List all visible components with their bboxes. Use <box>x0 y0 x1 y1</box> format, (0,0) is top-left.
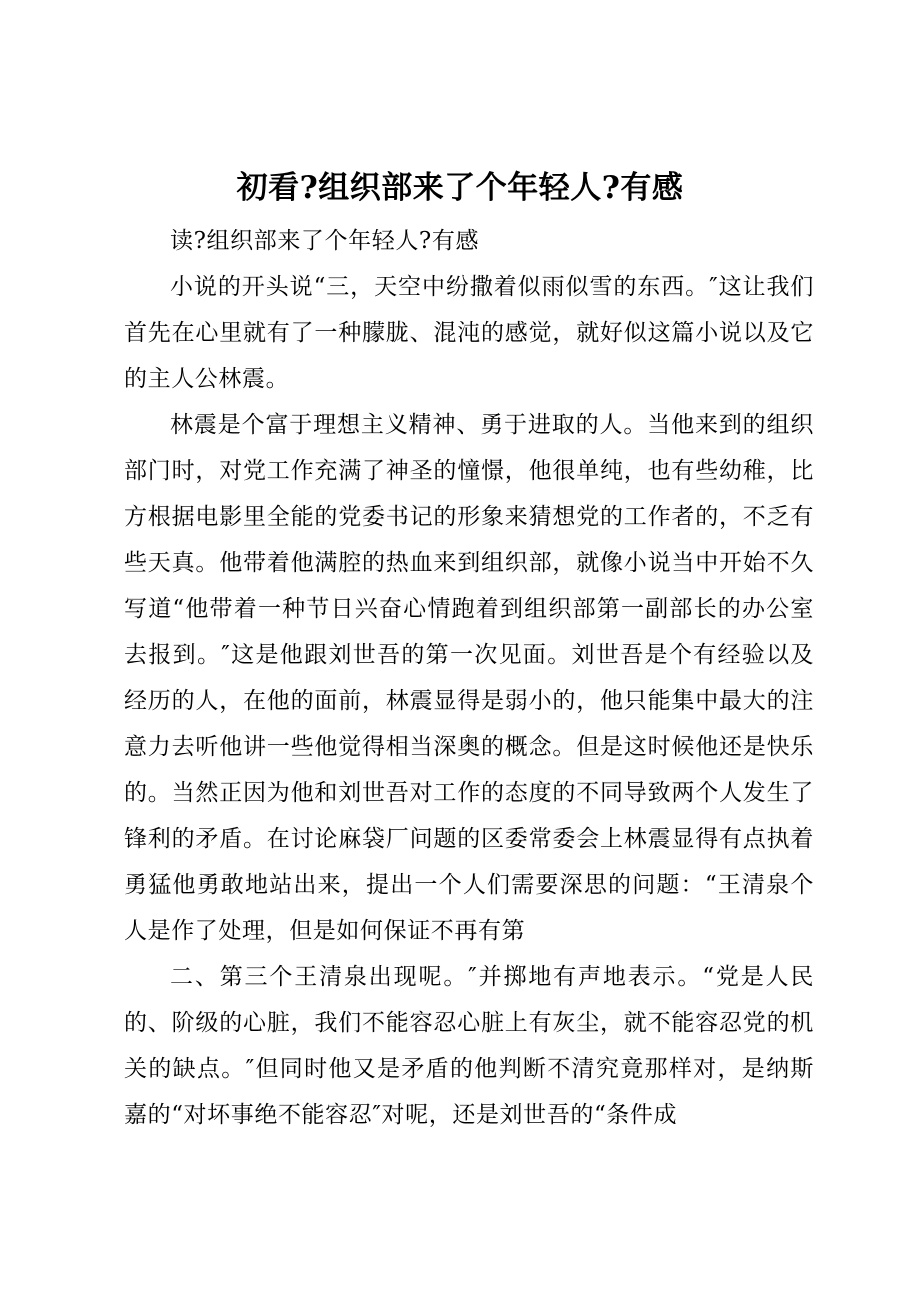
paragraph-subtitle: 读?组织部来了个年轻人?有感 <box>170 228 480 254</box>
paragraph-continuation: 二、第三个王清泉出现呢。″并掷地有声地表示。“党是人民的、阶级的心脏，我们不能容忍心脏上有灰尘，就不能容忍党的机关的缺点。″但同时他又是矛盾的他判断不清究竟那样对，是纳斯嘉的“对坏事绝不能容忍″对呢，还是刘世吾的“条件成 <box>124 964 814 1128</box>
document-body <box>124 218 814 1138</box>
paragraph-opening: 小说的开头说“三，天空中纷撒着似雨似雪的东西。″这让我们首先在心里就有了一种朦胧、混沌的感觉，就好似这篇小说以及它的主人公林震。 <box>124 274 814 392</box>
paragraph-lin-zhen: 林震是个富于理想主义精神、勇于进取的人。当他来到的组织部门时，对党工作充满了神圣的憧憬，他很单纯，也有些幼稚，比方根据电影里全能的党委书记的形象来猜想党的工作者的，不乏有些天真。他带着他满腔的热血来到组织部，就像小说当中开始不久写道“他带着一种节日兴奋心情跑着到组织部第一副部长的办公室去报到。″这是他跟刘世吾的第一次见面。刘世吾是个有经验以及经历的人，在他的面前，林震显得是弱小的，他只能集中最大的注意力去听他讲一些他觉得相当深奥的概念。但是这时候他还是快乐的。当然正因为他和刘世吾对工作的态度的不同导致两个人发生了锋利的矛盾。在讨论麻袋厂问题的区委常委会上林震显得有点执着勇猛他勇敢地站出来，提出一个人们需要深思的问题：“王清泉个人是作了处理，但是如何保证不再有第 <box>124 412 814 944</box>
document-title: 初看?组织部来了个年轻人?有感 <box>236 170 684 206</box>
